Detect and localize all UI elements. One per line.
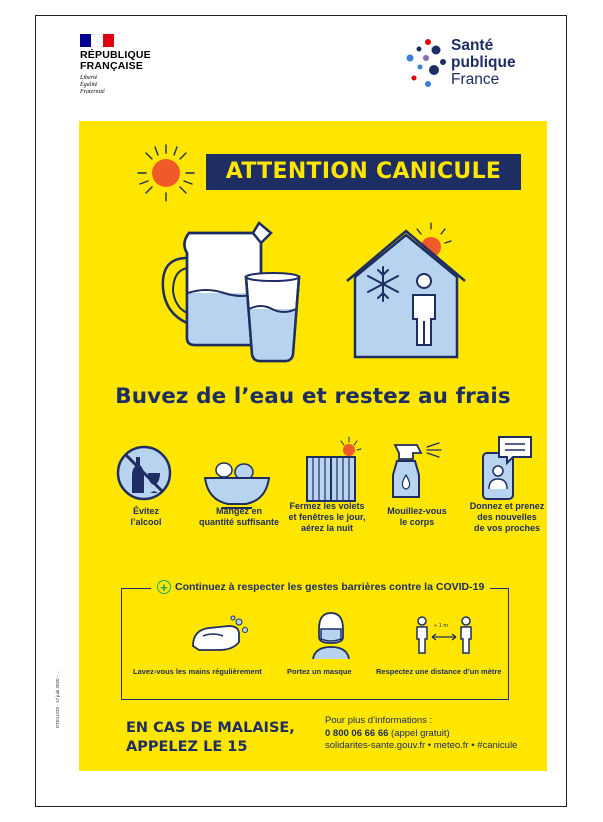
spray-bottle-icon (387, 435, 457, 501)
covid-title: + Continuez à respecter les gestes barrières contre la COVID-19 (151, 577, 490, 597)
canicule-poster (79, 121, 547, 771)
attention-canicule-banner: ATTENTION CANICULE (206, 154, 521, 190)
sun-icon (134, 141, 204, 211)
cool-house-icon (341, 219, 471, 359)
no-alcohol-icon (114, 443, 174, 503)
tip-wet-body: Mouillez-vous le corps (387, 506, 447, 527)
plus-circle-icon: + (157, 580, 171, 594)
hand-washing-icon (189, 616, 249, 656)
water-glass-icon (241, 269, 311, 369)
rf-title: RÉPUBLIQUE FRANÇAISE (80, 49, 151, 72)
distance-icon (414, 611, 474, 657)
spf-dots-icon (404, 36, 448, 96)
closed-shutters-icon (301, 437, 371, 503)
info-links[interactable]: solidarites-sante.gouv.fr • meteo.fr • #canicule (325, 740, 518, 751)
tip-avoid-alcohol: Évitez l’alcool (130, 506, 162, 527)
phone-message-icon (477, 433, 537, 499)
gesture-wash-hands: Lavez-vous les mains régulièrement (133, 667, 262, 676)
marianne-flag-icon (80, 34, 114, 47)
republique-francaise-logo (80, 34, 151, 96)
face-mask-icon (311, 609, 351, 659)
emergency-call-text: EN CAS DE MALAISE, APPELEZ LE 15 (126, 720, 295, 755)
gesture-keep-distance: Respectez une distance d’un mètre (376, 667, 502, 676)
rf-motto: Liberté Égalité Fraternité (80, 75, 105, 95)
gesture-wear-mask: Portez un masque (287, 667, 352, 676)
distance-label: + 1 m (434, 623, 448, 629)
tip-close-shutters: Fermez les volets et fenêtres le jour, aérez la nuit (288, 501, 366, 533)
spf-wordmark: Santé publique France (451, 37, 516, 88)
print-reference-code: DTE11220 - 17 juin 2020 - … (55, 670, 60, 729)
tip-check-relatives: Donnez et prenez des nouvelles de vos proches (469, 501, 545, 533)
more-info-block: Pour plus d’informations : 0 800 06 66 66 (appel gratuit) solidarites-sante.gouv.fr • meteo.fr • #canicule (325, 715, 518, 751)
info-phone[interactable]: 0 800 06 66 66 (325, 727, 389, 739)
tip-eat-enough: Mangez en quantité suffisante (198, 506, 279, 527)
main-headline: Buvez de l’eau et restez au frais (115, 384, 511, 409)
